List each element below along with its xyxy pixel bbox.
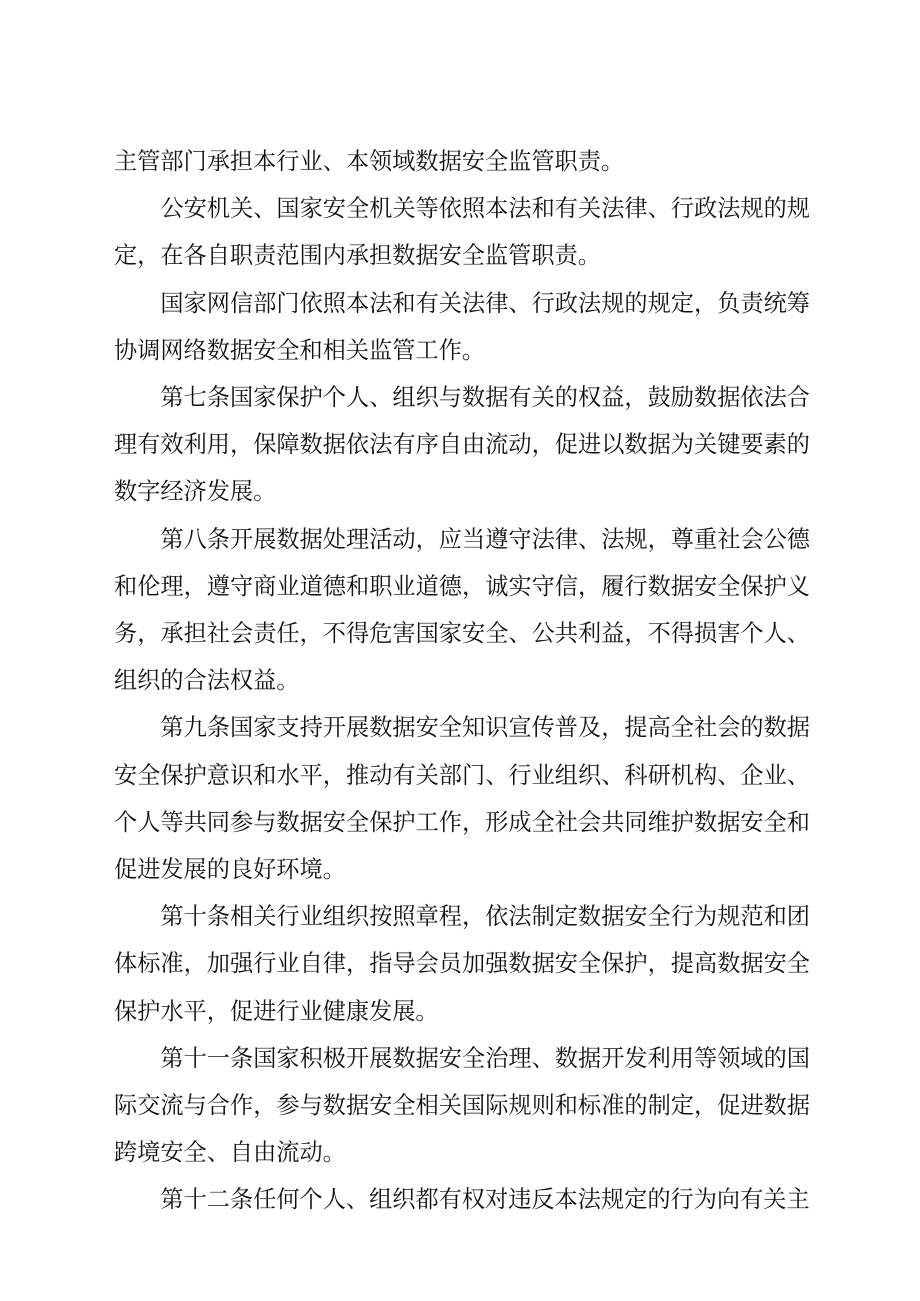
article-7: 第七条国家保护个人、组织与数据有关的权益，鼓励数据依法合理有效利用，保障数据依法有序自由流动，促进以数据为关键要素的数字经济发展。	[114, 384, 810, 506]
article-8: 第八条开展数据处理活动，应当遵守法律、法规，尊重社会公德和伦理，遵守商业道德和职业道德，诚实守信，履行数据安全保护义务，承担社会责任，不得危害国家安全、公共利益，不得损害个人、组织的合法权益。	[114, 525, 810, 695]
article-12: 第十二条任何个人、组织都有权对违反本法规定的行为向有关主	[160, 1186, 810, 1214]
article-11: 第十一条国家积极开展数据安全治理、数据开发利用等领域的国际交流与合作，参与数据安全相关国际规则和标准的制定，促进数据跨境安全、自由流动。	[114, 1044, 810, 1167]
paragraph-public-security: 公安机关、国家安全机关等依照本法和有关法律、行政法规的规定，在各自职责范围内承担数据安全监管职责。	[114, 195, 810, 270]
article-9: 第九条国家支持开展数据安全知识宣传普及，提高全社会的数据安全保护意识和水平，推动有关部门、行业组织、科研机构、企业、个人等共同参与数据安全保护工作，形成全社会共同维护数据安全和促进发展的良好环境。	[114, 714, 810, 884]
article-10: 第十条相关行业组织按照章程，依法制定数据安全行为规范和团体标准，加强行业自律，指导会员加强数据安全保护，提高数据安全保护水平，促进行业健康发展。	[114, 903, 810, 1025]
paragraph-cyberspace-admin: 国家网信部门依照本法和有关法律、行政法规的规定，负责统筹协调网络数据安全和相关监管工作。	[114, 289, 810, 364]
paragraph-continuation: 主管部门承担本行业、本领域数据安全监管职责。	[114, 148, 625, 175]
document-page	[114, 138, 810, 1224]
